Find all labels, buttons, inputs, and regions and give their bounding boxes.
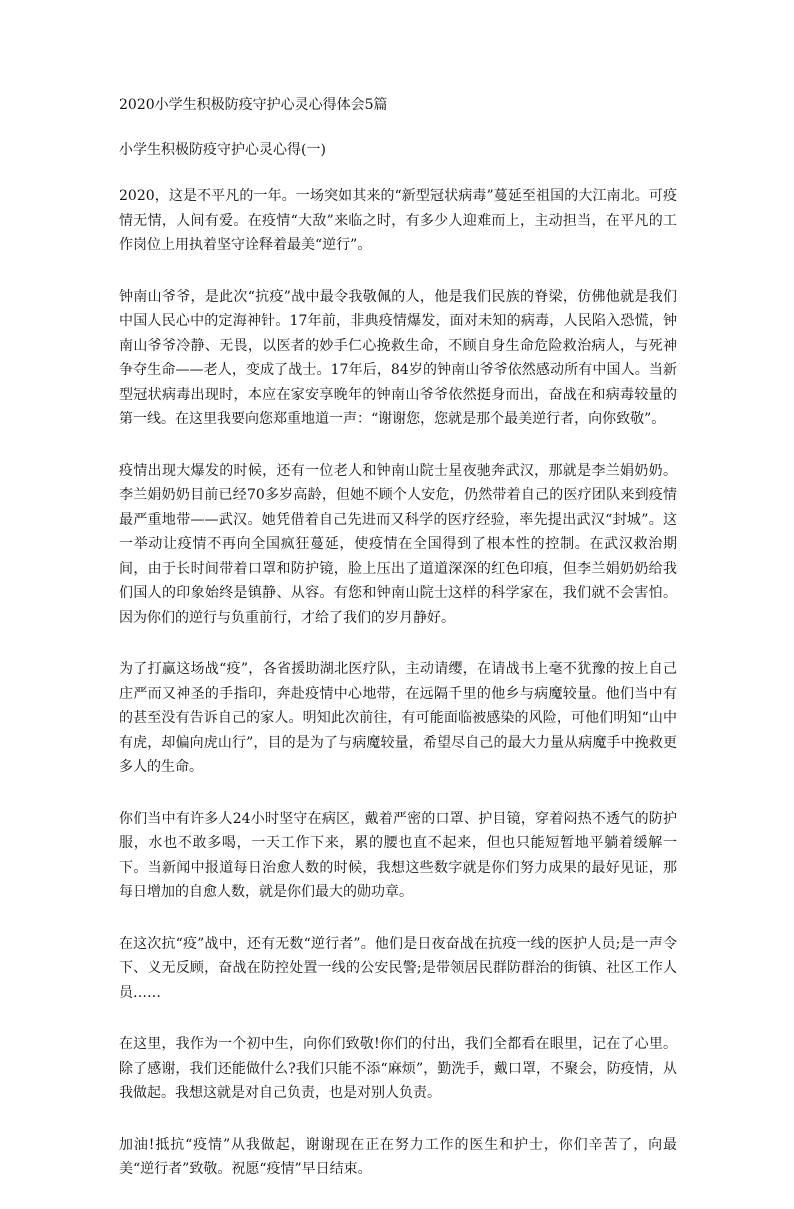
paragraph-medical-teams: 为了打赢这场战“疫”，各省援助湖北医疗队，主动请缨，在请战书上毫不犹豫的按上自己庄严而又神圣的手指印，奔赴疫情中心地带，在远隔千里的他乡与病魔较量。他们当中有的甚至没有告诉自己的家人。明知此次前往，有可能面临被感染的风险，可他们明知“山中有虎，却偏向虎山行”，目的是为了与病魔较量，希望尽自己的最大力量从病魔手中挽救更多人的生命。: [119, 661, 677, 775]
paragraph-other-workers: 在这次抗“疫”战中，还有无数“逆行者”。他们是日夜奋战在抗疫一线的医护人员;是一声令下、义无反顾，奋战在防控处置一线的公安民警;是带领居民群防群治的街镇、社区工作人员……: [119, 935, 677, 1001]
document-title: 2020小学生积极防疫守护心灵心得体会5篇: [119, 97, 388, 113]
paragraph-zhong-nanshan: 钟南山爷爷，是此次“抗疫”战中最令我敬佩的人，他是我们民族的脊梁，仿佛他就是我们中国人民心中的定海神针。17年前，非典疫情爆发，面对未知的病毒，人民陷入恐慌，钟南山爷爷冷静、无畏，以医者的妙手仁心挽救生命，不顾自身生命危险救治病人，与死神争夺生命——老人，变成了战士。17年后，84岁的钟南山爷爷依然感动所有中国人。当新型冠状病毒出现时，本应在家安享晚年的钟南山爷爷依然挺身而出，奋战在和病毒较量的第一线。在这里我要向您郑重地道一声：“谢谢您，您就是那个最美逆行者，向你致敬”。: [119, 288, 677, 427]
document-body: [119, 93, 677, 1209]
paragraph-closing: 加油!抵抗“疫情”从我做起，谢谢现在正在努力工作的医生和护士，你们辛苦了，向最美“逆行者”致敬。祝愿“疫情”早日结束。: [119, 1136, 677, 1177]
paragraph-intro: 2020，这是不平凡的一年。一场突如其来的“新型冠状病毒”蔓延至祖国的大江南北。可疫情无情，人间有爱。在疫情“大敌”来临之时，有多少人迎难而上，主动担当，在平凡的工作岗位上用执着坚守诠释着最美“逆行”。: [119, 188, 677, 253]
section-title: 小学生积极防疫守护心灵心得(一): [119, 142, 326, 158]
paragraph-student-tribute: 在这里，我作为一个初中生，向你们致敬!你们的付出，我们全都看在眼里，记在了心里。除了感谢，我们还能做什么?我们只能不添“麻烦”，勤洗手，戴口罩，不聚会，防疫情，从我做起。我想这就是对自己负责，也是对别人负责。: [119, 1036, 677, 1101]
paragraph-frontline-work: 你们当中有许多人24小时坚守在病区，戴着严密的口罩、护目镜，穿着闷热不透气的防护服，水也不敢多喝，一天工作下来，累的腰也直不起来，但也只能短暂地平躺着缓解一下。当新闻中报道每日治愈人数的时候，我想这些数字就是你们努力成果的最好见证，那每日增加的自愈人数，就是你们最大的勋功章。: [119, 810, 677, 900]
paragraph-li-lanjuan: 疫情出现大爆发的时候，还有一位老人和钟南山院士星夜驰奔武汉，那就是李兰娟奶奶。李兰娟奶奶目前已经70多岁高龄，但她不顾个人安危，仍然带着自己的医疗团队来到疫情最严重地带——武汉。她凭借着自己先进而又科学的医疗经验，率先提出武汉“封城”。这一举动让疫情不再向全国疯狂蔓延，使疫情在全国得到了根本性的控制。在武汉救治期间，由于长时间带着口罩和防护镜，脸上压出了道道深深的红色印痕，但李兰娟奶奶给我们国人的印象始终是镇静、从容。有您和钟南山院士这样的科学家在，我们就不会害怕。因为你们的逆行与负重前行，才给了我们的岁月静好。: [119, 462, 677, 626]
